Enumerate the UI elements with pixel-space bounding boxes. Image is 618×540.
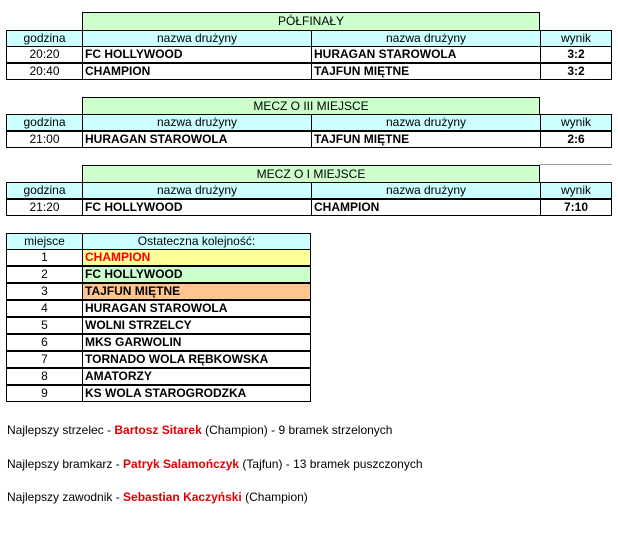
- match-score: 2:6: [540, 131, 612, 148]
- match-time: 20:40: [6, 63, 83, 80]
- standings-place: 7: [6, 351, 83, 368]
- standings-place: 9: [6, 385, 83, 402]
- match-score: 3:2: [540, 46, 612, 63]
- standings-place: 2: [6, 266, 83, 283]
- header-team2: nazwa drużyny: [311, 114, 541, 131]
- standings-place: 8: [6, 368, 83, 385]
- header-final-order: Ostateczna kolejność:: [82, 233, 311, 250]
- award-label: Najlepszy strzelec -: [7, 423, 115, 437]
- divider: [540, 164, 612, 165]
- header-team1: nazwa drużyny: [82, 182, 312, 199]
- standings-team: CHAMPION: [82, 249, 311, 266]
- standings-place: 6: [6, 334, 83, 351]
- header-team1: nazwa drużyny: [82, 30, 312, 47]
- third-place-title: MECZ O III MIEJSCE: [82, 97, 540, 115]
- header-team2: nazwa drużyny: [311, 30, 541, 47]
- standings-team: FC HOLLYWOOD: [82, 266, 311, 283]
- award-best-goalkeeper: [7, 457, 423, 471]
- standings-place: 3: [6, 283, 83, 300]
- award-label: Najlepszy bramkarz -: [7, 457, 124, 471]
- award-detail: (Champion): [241, 490, 308, 504]
- standings-place: 1: [6, 249, 83, 266]
- award-detail: (Tajfun) - 13 bramek puszczonych: [239, 457, 423, 471]
- header-score: wynik: [540, 30, 612, 47]
- semifinals-title: PÓŁFINAŁY: [82, 12, 540, 31]
- match-score: 7:10: [540, 199, 612, 216]
- match-team2: TAJFUN MIĘTNE: [311, 63, 541, 80]
- header-team1: nazwa drużyny: [82, 114, 312, 131]
- header-score: wynik: [540, 182, 612, 199]
- standings-team: AMATORZY: [82, 368, 311, 385]
- match-team1: CHAMPION: [82, 63, 312, 80]
- header-time: godzina: [6, 114, 83, 131]
- header-time: godzina: [6, 182, 83, 199]
- standings-team: HURAGAN STAROWOLA: [82, 300, 311, 317]
- standings-team: TAJFUN MIĘTNE: [82, 283, 311, 300]
- header-time: godzina: [6, 30, 83, 47]
- match-team1: HURAGAN STAROWOLA: [82, 131, 312, 148]
- header-place: miejsce: [6, 233, 83, 250]
- match-team2: TAJFUN MIĘTNE: [311, 131, 541, 148]
- match-team1: FC HOLLYWOOD: [82, 46, 312, 63]
- award-player-name: Patryk Salamończyk: [123, 457, 240, 471]
- award-best-player: [7, 490, 308, 504]
- standings-team: MKS GARWOLIN: [82, 334, 311, 351]
- match-time: 21:00: [6, 131, 83, 148]
- standings-team: WOLNI STRZELCY: [82, 317, 311, 334]
- award-label: Najlepszy zawodnik -: [7, 490, 124, 504]
- award-detail: (Champion) - 9 bramek strzelonych: [201, 423, 393, 437]
- standings-team: KS WOLA STAROGRODZKA: [82, 385, 311, 402]
- match-time: 20:20: [6, 46, 83, 63]
- match-team1: FC HOLLYWOOD: [82, 199, 312, 216]
- award-player-name: Bartosz Sitarek: [114, 423, 202, 437]
- standings-place: 5: [6, 317, 83, 334]
- header-team2: nazwa drużyny: [311, 182, 541, 199]
- match-time: 21:20: [6, 199, 83, 216]
- standings-place: 4: [6, 300, 83, 317]
- final-title: MECZ O I MIEJSCE: [82, 165, 540, 183]
- header-score: wynik: [540, 114, 612, 131]
- match-team2: HURAGAN STAROWOLA: [311, 46, 541, 63]
- match-team2: CHAMPION: [311, 199, 541, 216]
- standings-team: TORNADO WOLA RĘBKOWSKA: [82, 351, 311, 368]
- award-player-name: Sebastian Kaczyński: [123, 490, 242, 504]
- match-score: 3:2: [540, 63, 612, 80]
- award-top-scorer: [7, 423, 392, 437]
